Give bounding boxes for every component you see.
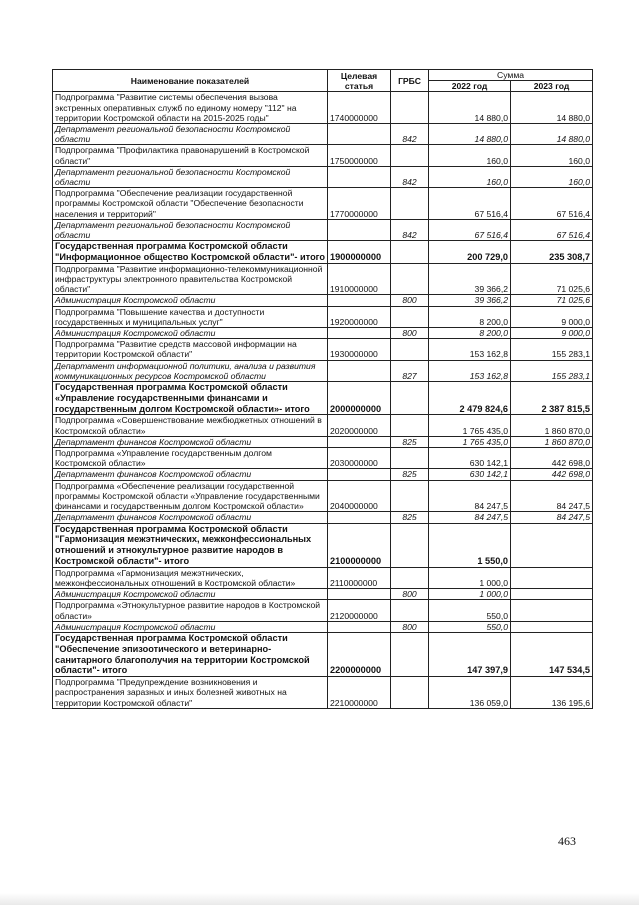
row-2022-cell: 200 729,0 [429, 241, 511, 264]
row-2023-cell: 1 860 870,0 [511, 436, 593, 447]
row-grbs-cell: 842 [391, 124, 429, 145]
row-name-cell: Подпрограмма "Развитие системы обеспечения вызова экстренных оперативных служб по единому номеру "112" на территории Костромской области на 2015-2025 годы" [53, 92, 328, 124]
budget-table-sheet [52, 69, 592, 709]
row-2022-cell: 67 516,4 [429, 219, 511, 240]
row-2023-cell [511, 523, 593, 567]
row-code-cell [328, 512, 391, 523]
department-row [53, 589, 593, 600]
row-2023-cell: 155 283,1 [511, 360, 593, 381]
row-2022-cell: 160,0 [429, 145, 511, 166]
row-name-cell: Администрация Костромской области [53, 621, 328, 632]
row-name-cell: Подпрограмма «Совершенствование межбюджетных отношений в Костромской области» [53, 415, 328, 436]
program-row [53, 523, 593, 567]
row-code-cell: 1770000000 [328, 188, 391, 220]
row-code-cell [328, 219, 391, 240]
row-code-cell: 2100000000 [328, 523, 391, 567]
department-row [53, 166, 593, 187]
subprogram-row [53, 263, 593, 295]
row-grbs-cell [391, 382, 429, 415]
row-name-cell: Государственная программа Костромской области "Информационное общество Костромской области"- итого [53, 241, 328, 264]
row-code-cell: 2120000000 [328, 600, 391, 621]
row-name-cell: Подпрограмма «Этнокультурное развитие народов в Костромской области» [53, 600, 328, 621]
department-row [53, 295, 593, 306]
row-code-cell: 2110000000 [328, 567, 391, 588]
row-grbs-cell: 825 [391, 436, 429, 447]
program-row [53, 241, 593, 264]
subprogram-row [53, 600, 593, 621]
row-grbs-cell: 842 [391, 166, 429, 187]
row-grbs-cell [391, 415, 429, 436]
header-year1: 2022 год [429, 81, 511, 92]
subprogram-row [53, 92, 593, 124]
department-row [53, 328, 593, 339]
row-name-cell: Подпрограмма "Профилактика правонарушений в Костромской области" [53, 145, 328, 166]
subprogram-row [53, 415, 593, 436]
row-2023-cell: 235 308,7 [511, 241, 593, 264]
row-grbs-cell [391, 523, 429, 567]
department-row [53, 360, 593, 381]
row-name-cell: Подпрограмма «Управление государственным долгом Костромской области» [53, 448, 328, 469]
department-row [53, 512, 593, 523]
header-sum: Сумма [429, 70, 593, 81]
row-name-cell: Подпрограмма "Обеспечение реализации государственной программы Костромской области "Обеспечение безопасности населения и территорий" [53, 188, 328, 220]
row-grbs-cell [391, 480, 429, 512]
row-2022-cell: 39 366,2 [429, 295, 511, 306]
row-2023-cell: 442 698,0 [511, 469, 593, 480]
row-2022-cell: 550,0 [429, 621, 511, 632]
row-name-cell: Администрация Костромской области [53, 295, 328, 306]
header-year2: 2023 год [511, 81, 593, 92]
row-name-cell: Администрация Костромской области [53, 328, 328, 339]
table-header [53, 70, 593, 92]
row-code-cell: 2210000000 [328, 677, 391, 709]
row-2023-cell: 71 025,6 [511, 295, 593, 306]
row-name-cell: Подпрограмма "Предупреждение возникновения и распространения заразных и иных болезней животных на территории Костромской области" [53, 677, 328, 709]
row-code-cell [328, 621, 391, 632]
row-code-cell: 2020000000 [328, 415, 391, 436]
row-2022-cell: 136 059,0 [429, 677, 511, 709]
row-grbs-cell: 800 [391, 621, 429, 632]
row-2022-cell: 84 247,5 [429, 480, 511, 512]
row-2022-cell: 8 200,0 [429, 328, 511, 339]
row-name-cell: Подпрограмма «Гармонизация межэтнических, межконфессиональных отношений в Костромской области» [53, 567, 328, 588]
row-code-cell: 1740000000 [328, 92, 391, 124]
row-2023-cell: 14 880,0 [511, 92, 593, 124]
subprogram-row [53, 188, 593, 220]
row-name-cell: Подпрограмма "Развитие информационно-телекоммуникационной инфраструктуры электронного правительства Костромской области" [53, 263, 328, 295]
row-grbs-cell: 842 [391, 219, 429, 240]
row-2023-cell: 9 000,0 [511, 306, 593, 327]
row-code-cell: 2000000000 [328, 382, 391, 415]
row-2022-cell: 630 142,1 [429, 448, 511, 469]
department-row [53, 469, 593, 480]
page-number: 463 [558, 834, 576, 848]
row-2022-cell: 160,0 [429, 166, 511, 187]
row-code-cell [328, 328, 391, 339]
row-code-cell: 1750000000 [328, 145, 391, 166]
row-grbs-cell: 800 [391, 328, 429, 339]
row-grbs-cell [391, 600, 429, 621]
row-name-cell: Департамент финансов Костромской области [53, 469, 328, 480]
row-name-cell: Департамент региональной безопасности Костромской области [53, 219, 328, 240]
row-name-cell: Департамент региональной безопасности Костромской области [53, 124, 328, 145]
program-row [53, 382, 593, 415]
row-2023-cell: 67 516,4 [511, 219, 593, 240]
row-2023-cell: 2 387 815,5 [511, 382, 593, 415]
row-grbs-cell [391, 339, 429, 360]
row-2022-cell: 1 765 435,0 [429, 415, 511, 436]
row-grbs-cell [391, 145, 429, 166]
row-code-cell: 2030000000 [328, 448, 391, 469]
row-name-cell: Подпрограмма «Обеспечение реализации государственной программы Костромской области «Управление государственными финансами и государственным долгом Костромской области» [53, 480, 328, 512]
subprogram-row [53, 480, 593, 512]
row-2022-cell: 1 000,0 [429, 589, 511, 600]
row-2023-cell [511, 621, 593, 632]
row-2023-cell: 160,0 [511, 166, 593, 187]
row-code-cell [328, 469, 391, 480]
row-2023-cell: 1 860 870,0 [511, 415, 593, 436]
row-name-cell: Департамент региональной безопасности Костромской области [53, 166, 328, 187]
row-2022-cell: 8 200,0 [429, 306, 511, 327]
row-grbs-cell [391, 92, 429, 124]
row-2022-cell: 14 880,0 [429, 92, 511, 124]
subprogram-row [53, 448, 593, 469]
subprogram-row [53, 567, 593, 588]
row-grbs-cell [391, 263, 429, 295]
row-name-cell: Администрация Костромской области [53, 589, 328, 600]
row-2022-cell: 153 162,8 [429, 339, 511, 360]
row-code-cell: 1920000000 [328, 306, 391, 327]
row-2023-cell [511, 589, 593, 600]
row-2022-cell: 67 516,4 [429, 188, 511, 220]
scan-edge [0, 893, 639, 905]
header-name: Наименование показателей [53, 70, 328, 92]
row-grbs-cell [391, 188, 429, 220]
row-2023-cell: 14 880,0 [511, 124, 593, 145]
row-code-cell: 1910000000 [328, 263, 391, 295]
row-2023-cell: 67 516,4 [511, 188, 593, 220]
row-grbs-cell [391, 632, 429, 676]
row-code-cell: 1930000000 [328, 339, 391, 360]
row-2022-cell: 84 247,5 [429, 512, 511, 523]
row-2023-cell [511, 600, 593, 621]
row-2023-cell: 9 000,0 [511, 328, 593, 339]
row-grbs-cell: 800 [391, 589, 429, 600]
row-2023-cell: 136 195,6 [511, 677, 593, 709]
department-row [53, 124, 593, 145]
row-2023-cell: 442 698,0 [511, 448, 593, 469]
row-2022-cell: 630 142,1 [429, 469, 511, 480]
row-2022-cell: 147 397,9 [429, 632, 511, 676]
row-2022-cell: 1 000,0 [429, 567, 511, 588]
row-code-cell [328, 360, 391, 381]
row-grbs-cell: 825 [391, 469, 429, 480]
row-grbs-cell [391, 567, 429, 588]
subprogram-row [53, 677, 593, 709]
row-2023-cell: 155 283,1 [511, 339, 593, 360]
header-code: Целевая статья [328, 70, 391, 92]
row-code-cell: 2040000000 [328, 480, 391, 512]
row-code-cell [328, 166, 391, 187]
row-2022-cell: 153 162,8 [429, 360, 511, 381]
row-2023-cell: 84 247,5 [511, 480, 593, 512]
row-code-cell: 1900000000 [328, 241, 391, 264]
row-code-cell: 2200000000 [328, 632, 391, 676]
row-name-cell: Подпрограмма "Развитие средств массовой информации на территории Костромской области" [53, 339, 328, 360]
row-2022-cell: 1 765 435,0 [429, 436, 511, 447]
row-name-cell: Государственная программа Костромской области "Гармонизация межэтнических, межконфессиональных отношений и этнокультурное развитие народов в Костромской области"- итого [53, 523, 328, 567]
row-2022-cell: 1 550,0 [429, 523, 511, 567]
row-name-cell: Департамент финансов Костромской области [53, 436, 328, 447]
row-2022-cell: 2 479 824,6 [429, 382, 511, 415]
row-grbs-cell: 827 [391, 360, 429, 381]
department-row [53, 621, 593, 632]
row-grbs-cell: 825 [391, 512, 429, 523]
row-2023-cell: 147 534,5 [511, 632, 593, 676]
row-2023-cell: 84 247,5 [511, 512, 593, 523]
program-row [53, 632, 593, 676]
header-grbs: ГРБС [391, 70, 429, 92]
subprogram-row [53, 339, 593, 360]
row-2022-cell: 39 366,2 [429, 263, 511, 295]
subprogram-row [53, 145, 593, 166]
table-body [53, 92, 593, 708]
row-grbs-cell [391, 677, 429, 709]
row-name-cell: Подпрограмма "Повышение качества и доступности государственных и муниципальных услуг" [53, 306, 328, 327]
row-name-cell: Департамент финансов Костромской области [53, 512, 328, 523]
row-code-cell [328, 124, 391, 145]
row-name-cell: Государственная программа Костромской области "Обеспечение эпизоотического и ветеринарно-санитарного благополучия на территории Костромской области"- итого [53, 632, 328, 676]
row-grbs-cell: 800 [391, 295, 429, 306]
row-2023-cell: 160,0 [511, 145, 593, 166]
row-2023-cell: 71 025,6 [511, 263, 593, 295]
row-grbs-cell [391, 448, 429, 469]
subprogram-row [53, 306, 593, 327]
budget-table [52, 69, 593, 709]
row-2022-cell: 550,0 [429, 600, 511, 621]
department-row [53, 436, 593, 447]
row-2022-cell: 14 880,0 [429, 124, 511, 145]
row-code-cell [328, 436, 391, 447]
row-grbs-cell [391, 241, 429, 264]
department-row [53, 219, 593, 240]
row-name-cell: Государственная программа Костромской области «Управление государственными финансами и государственным долгом Костромской области»- итого [53, 382, 328, 415]
row-name-cell: Департамент информационной политики, анализа и развития коммуникационных ресурсов Костромской области [53, 360, 328, 381]
row-code-cell [328, 295, 391, 306]
row-code-cell [328, 589, 391, 600]
row-2023-cell [511, 567, 593, 588]
row-grbs-cell [391, 306, 429, 327]
